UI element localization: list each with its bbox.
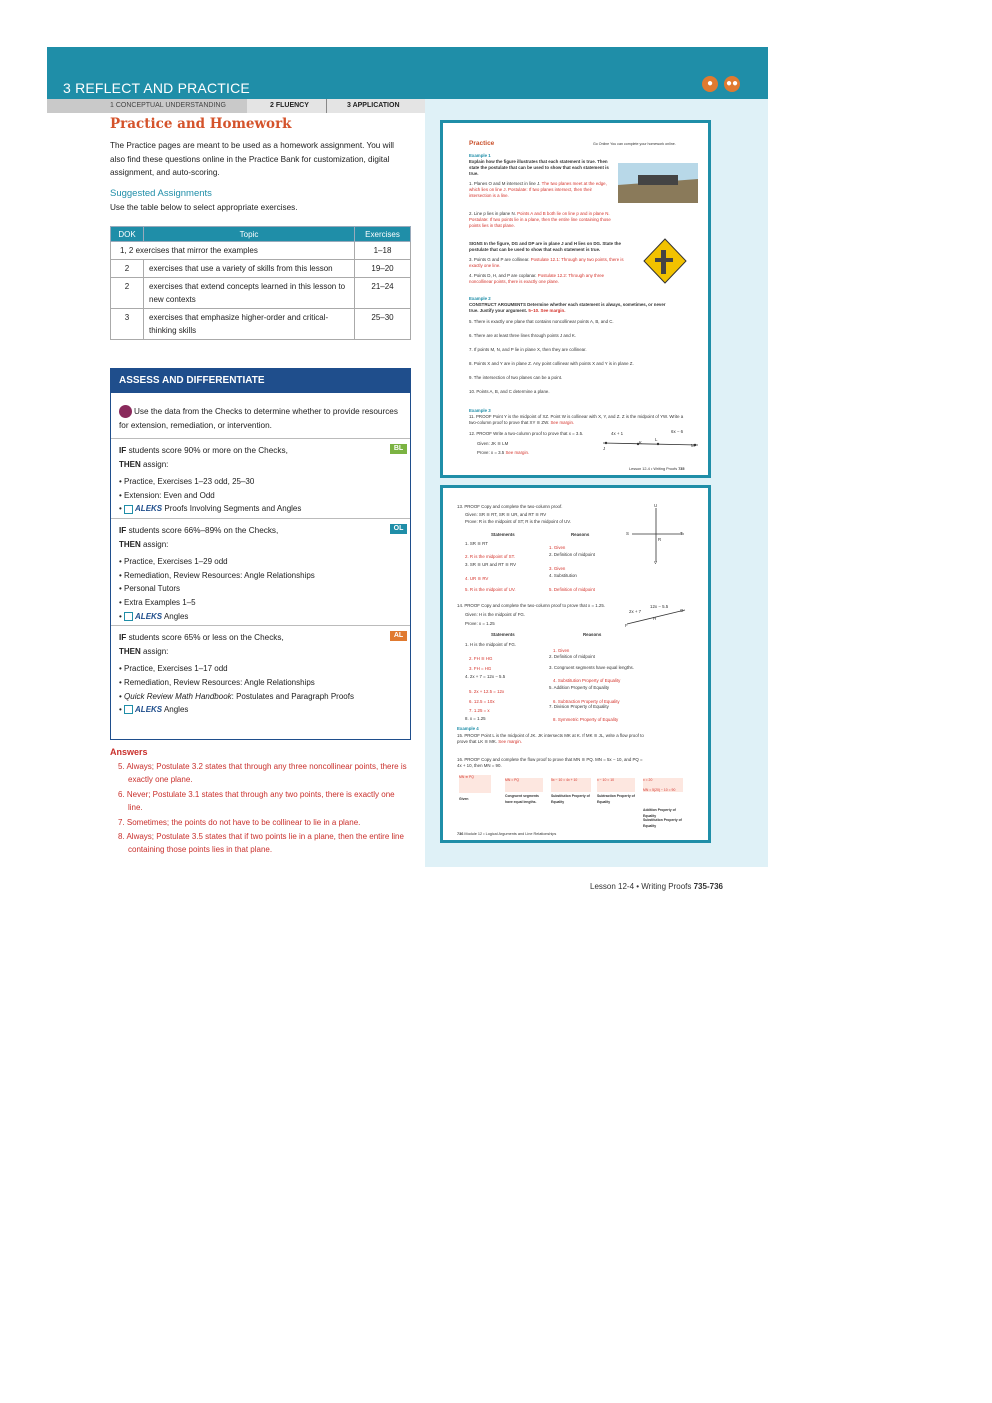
flow-box: x = 20	[643, 778, 683, 792]
figure-label: 2x + 7	[629, 609, 642, 614]
flow-box: 5x − 10 = 4x + 10	[551, 778, 591, 792]
figure-label: L	[655, 437, 658, 442]
level-badge-al: AL	[390, 631, 407, 641]
figure-label: 4x + 1	[611, 431, 624, 436]
planes-figure	[618, 163, 698, 203]
practice-section	[110, 116, 410, 212]
suggested-heading: Suggested Assignments	[110, 187, 212, 199]
flow-reason: Subtraction Property of Equality	[597, 794, 635, 804]
question-text: 14. PROOF Copy and complete the two-column proof to prove that x = 1.25.	[457, 603, 606, 608]
suggested-text: Use the table below to select appropriate exercises.	[110, 202, 298, 212]
list-item: • Remediation, Review Resources: Angle Relationships	[119, 677, 315, 687]
tab-fluency[interactable]: 2 FLUENCY	[247, 99, 327, 113]
figure-label: R	[658, 537, 662, 542]
page-title: Practice	[469, 140, 495, 147]
topic-header: Topic	[144, 227, 355, 242]
group-icon[interactable]: ●●	[724, 76, 740, 92]
column-header: Statements	[491, 632, 515, 637]
question-text: Given: JK ≅ LM	[477, 441, 509, 446]
dok-header: DOK	[111, 227, 144, 242]
section-title: 3 REFLECT AND PRACTICE	[63, 80, 250, 96]
page-footer: 736 Module 12 • Logical Arguments and Line Relationships	[457, 832, 557, 836]
question-text: 2. Line p lies in plane N. Points A and B both lie on line p and in plane N. Postulate: If two points lie in a plane, then the entire line containing those points lies in that plane.	[469, 211, 611, 228]
aleks-icon	[124, 705, 133, 714]
assess-intro: Use the data from the Checks to determine whether to provide resources for extension, remediation, or intervention.	[119, 407, 398, 430]
table-row	[111, 278, 411, 309]
question-text: 1. Planes O and M intersect in line J. The two planes meet at the edge, which lies on line J. Postulate: If two planes intersect, then their intersection is a line.	[469, 181, 607, 198]
question-text: 6. There are at least three lines through points J and K.	[469, 333, 577, 338]
question-text: Prove: R is the midpoint of ST; R is the midpoint of UV.	[465, 519, 571, 524]
flow-box: x − 10 = 10	[597, 778, 635, 792]
table-cell: 2	[111, 278, 144, 309]
assess-box	[110, 368, 411, 740]
proof-reason: 3. Congruent segments have equal lengths.	[549, 665, 634, 670]
table-cell: 2	[111, 260, 144, 278]
question-text: Prove: x = 1.25	[465, 621, 495, 626]
intersecting-lines-figure	[628, 504, 688, 566]
question-text: Explain how the figure illustrates that each statement is true. Then state the postulate that can be used to show that each statement is true.	[469, 159, 609, 176]
table-cell: 3	[111, 309, 144, 340]
list-item: • Practice, Exercises 1–17 odd	[119, 664, 228, 674]
answer-item: 6. Never; Postulate 3.1 states that through any two points, there is exactly one line.	[118, 789, 395, 812]
level-badge-bl: BL	[390, 444, 407, 454]
figure-label: J	[603, 446, 606, 451]
tier-beyond: BL IF students score 90% or more on the Checks, THEN assign: • Practice, Exercises 1–23 odd, 25–30 • Extension: Even and Odd • ALEKS Proofs Involving Segments and Angles	[111, 438, 410, 518]
column-header: Reasons	[583, 632, 602, 637]
question-text: Given: SR ≅ RT, SR ≅ UR, and RT ≅ RV	[465, 512, 547, 517]
student-icon[interactable]: ●	[702, 76, 718, 92]
proof-reason: 5. Definition of midpoint	[549, 587, 595, 592]
go-online: Go Online You can complete your homework online.	[593, 142, 676, 146]
question-text: CONSTRUCT ARGUMENTS Determine whether each statement is always, sometimes, or never true. Justify your argument. 5–10. See margin.	[469, 302, 666, 313]
list-item[interactable]: • ALEKS Angles	[119, 705, 189, 715]
flow-reason: Addition Property of Equality	[643, 808, 676, 818]
question-text: 4. Points D, H, and P are coplanar. Postulate 12.2: Through any three noncollinear points, there is exactly one plane.	[469, 273, 605, 284]
figure-label: S	[626, 531, 629, 536]
table-cell: 21–24	[355, 278, 411, 309]
dok-table	[110, 226, 411, 340]
table-cell: 25–30	[355, 309, 411, 340]
figure-label: T	[680, 531, 683, 536]
aleks-icon	[124, 505, 133, 514]
flow-reason: Given	[459, 797, 469, 801]
figure-label: G	[680, 608, 684, 613]
proof-statement: 3. SR ≅ UR and RT ≅ RV	[465, 562, 517, 567]
table-cell: 1–18	[355, 242, 411, 260]
page-footer: Lesson 12-4 • Writing Proofs 735-736	[590, 882, 723, 891]
question-text: 16. PROOF Copy and complete the flow proof to prove that MN ≅ PQ. MN = 5x − 10, and PQ = 4x + 10, then MN = 90.	[457, 757, 643, 768]
question-text: 15. PROOF Point L is the midpoint of JK. JK intersects MK at K. If MK ≅ JL, write a flow proof to prove that LK ≅ MK. See margin.	[457, 733, 644, 744]
example-label: Example 4	[457, 726, 479, 731]
proof-reason: 7. Division Property of Equality	[549, 704, 609, 709]
level-badge-ol: OL	[390, 524, 407, 534]
proof-statement: 2. R is the midpoint of ST.	[465, 554, 516, 559]
question-text: SIGNS In the figure, DG and DP are in plane J and H lies on DG. State the postulate that can be used to show that each statement is true.	[469, 241, 621, 252]
proof-statement: 4. UR ≅ RV	[465, 576, 489, 581]
figure-label: 6x − 6	[671, 429, 684, 434]
table-cell: exercises that extend concepts learned in this lesson to new contexts	[144, 278, 355, 309]
student-page-735[interactable]	[440, 120, 711, 478]
list-item: • Extension: Even and Odd	[119, 490, 215, 500]
proof-reason: 5. Addition Property of Equality	[549, 685, 610, 690]
example-label: Example 2	[469, 296, 491, 301]
proof-reason: 6. Subtraction Property of Equality	[553, 699, 620, 704]
header-icons	[702, 76, 740, 92]
list-item: • Personal Tutors	[119, 584, 181, 594]
exercises-header: Exercises	[355, 227, 411, 242]
question-text: 10. Points A, B, and C determine a plane.	[469, 389, 550, 394]
answers-section	[110, 747, 410, 858]
answer-item: 5. Always; Postulate 3.2 states that through any three noncollinear points, there is exactly one plane.	[118, 762, 407, 785]
question-text: 9. The intersection of two planes can be a point.	[469, 375, 563, 380]
answers-heading: Answers	[110, 747, 148, 757]
student-page-736[interactable]	[440, 485, 711, 843]
flow-box: MN = 5(20) − 10 = 90	[643, 788, 676, 792]
question-text: 7. If points M, N, and P lie in plane X, then they are collinear.	[469, 347, 587, 352]
proof-reason: 1. Given	[549, 545, 566, 550]
proof-statement: 8. x = 1.25	[465, 716, 486, 721]
figure-label: V	[654, 560, 657, 565]
column-header: Reasons	[571, 532, 590, 537]
list-item[interactable]: • ALEKS Proofs Involving Segments and Angles	[119, 504, 302, 514]
example-label: Example 1	[469, 153, 491, 158]
chart-icon	[119, 405, 132, 418]
list-item: • Remediation, Review Resources: Angle Relationships	[119, 570, 315, 580]
flow-box: MN ≅ PQ	[459, 775, 491, 793]
figure-label: U	[654, 503, 658, 508]
list-item[interactable]: • ALEKS Angles	[119, 611, 189, 621]
proof-statement: 6. 12.5 = 10x	[469, 699, 495, 704]
proof-reason: 4. Substitution	[549, 573, 577, 578]
sign-figure	[643, 238, 687, 284]
practice-intro: The Practice pages are meant to be used as a homework assignment. You will also find these questions online in the Practice Bank for customization, digital assignment, and auto-scoring.	[110, 141, 394, 177]
list-item: • Extra Examples 1–5	[119, 597, 196, 607]
proof-reason: 1. Given	[553, 648, 570, 653]
proof-statement: 7. 1.25 = x	[469, 708, 490, 713]
question-text: 13. PROOF Copy and complete the two-column proof.	[457, 504, 563, 509]
question-text: Given: H is the midpoint of FG.	[465, 612, 526, 617]
proof-reason: 2. Definition of midpoint	[549, 552, 595, 557]
answer-item: 7. Sometimes; the points do not have to be collinear to lie in a plane.	[118, 817, 361, 827]
aleks-icon	[124, 612, 133, 621]
table-cell: exercises that emphasize higher-order and critical-thinking skills	[144, 309, 355, 340]
flow-reason: Substitution Property of Equality	[643, 818, 682, 828]
page-footer: Lesson 12-4 • Writing Proofs 735	[629, 467, 685, 471]
tab-conceptual[interactable]: 1 CONCEPTUAL UNDERSTANDING	[47, 99, 247, 113]
proof-reason: 8. Symmetric Property of Equality	[553, 717, 619, 722]
answer-item: 8. Always; Postulate 3.5 states that if two points lie in a plane, then the entire line containing those points lies in that plane.	[118, 832, 404, 855]
tier-approaching: AL IF students score 65% or less on the Checks, THEN assign: • Practice, Exercises 1–17 odd • Remediation, Review Resources: Angle Relationships • Quick Review Math Handbook: Postulates and Paragraph Proofs • ALEKS Angles	[111, 625, 410, 719]
table-row	[111, 260, 411, 278]
column-header: Statements	[491, 532, 515, 537]
proof-statement: 2. FH ≅ HG	[469, 656, 493, 661]
figure-label: H	[653, 616, 657, 621]
figure-label: F	[625, 623, 628, 628]
tab-application[interactable]: 3 APPLICATION	[327, 99, 425, 113]
question-text: 11. PROOF Point Y is the midpoint of XZ. Point W is collinear with X, Y, and Z. Z is the midpoint of YW. Write a two-column proof to prove that XY ≅ ZW. See margin.	[469, 414, 684, 425]
figure-label: 12x − 5.5	[650, 604, 669, 609]
figure-label: K	[639, 440, 642, 445]
flow-reason: Substitution Property of Equality	[551, 794, 590, 804]
proof-reason: 4. Substitution Property of Equality	[553, 678, 621, 683]
question-text: 5. There is exactly one plane that contains noncollinear points A, B, and C.	[469, 319, 614, 324]
table-cell: 19–20	[355, 260, 411, 278]
flow-reason: Congruent segments have equal lengths.	[505, 794, 539, 804]
assess-heading: ASSESS AND DIFFERENTIATE	[111, 369, 410, 393]
proof-statement: 5. 2x + 12.5 = 12x	[469, 689, 505, 694]
tab-bar	[47, 99, 425, 113]
table-row	[111, 309, 411, 340]
table-cell: exercises that use a variety of skills from this lesson	[144, 260, 355, 278]
proof-statement: 4. 2x + 7 = 12x − 5.5	[465, 674, 506, 679]
proof-statement: 5. R is the midpoint of UV.	[465, 587, 516, 592]
proof-statement: 1. H is the midpoint of FG.	[465, 642, 517, 647]
table-cell: 1, 2 exercises that mirror the examples	[111, 242, 355, 260]
proof-statement: 3. FH = HG	[469, 666, 492, 671]
proof-reason: 3. Given	[549, 566, 566, 571]
question-text: Prove: x = 3.5 See margin.	[477, 450, 530, 455]
question-text: 8. Points X and Y are in plane Z. Any point collinear with points X and Y is in plane Z.	[469, 361, 634, 366]
list-item: • Practice, Exercises 1–23 odd, 25–30	[119, 477, 255, 487]
practice-heading: Practice and Homework	[110, 116, 292, 132]
proof-statement: 1. SR ≅ RT	[465, 541, 488, 546]
tier-on-level: OL IF students score 66%–89% on the Checks, THEN assign: • Practice, Exercises 1–29 odd • Remediation, Review Resources: Angle Relationships • Personal Tutors • Extra Examples 1–5 • ALEKS Angles	[111, 518, 410, 625]
question-text: 12. PROOF Write a two-column proof to prove that x = 3.5.	[469, 431, 584, 436]
flow-box: MN = PQ	[505, 778, 543, 792]
list-item: • Quick Review Math Handbook: Postulates and Paragraph Proofs	[119, 691, 354, 701]
figure-label: M	[691, 443, 695, 448]
proof-reason: 2. Definition of midpoint	[549, 654, 595, 659]
list-item: • Practice, Exercises 1–29 odd	[119, 557, 228, 567]
question-text: 3. Points G and P are collinear. Postulate 12.1: Through any two points, there is exactly one line.	[469, 257, 624, 268]
example-label: Example 3	[469, 408, 491, 413]
table-row	[111, 242, 411, 260]
